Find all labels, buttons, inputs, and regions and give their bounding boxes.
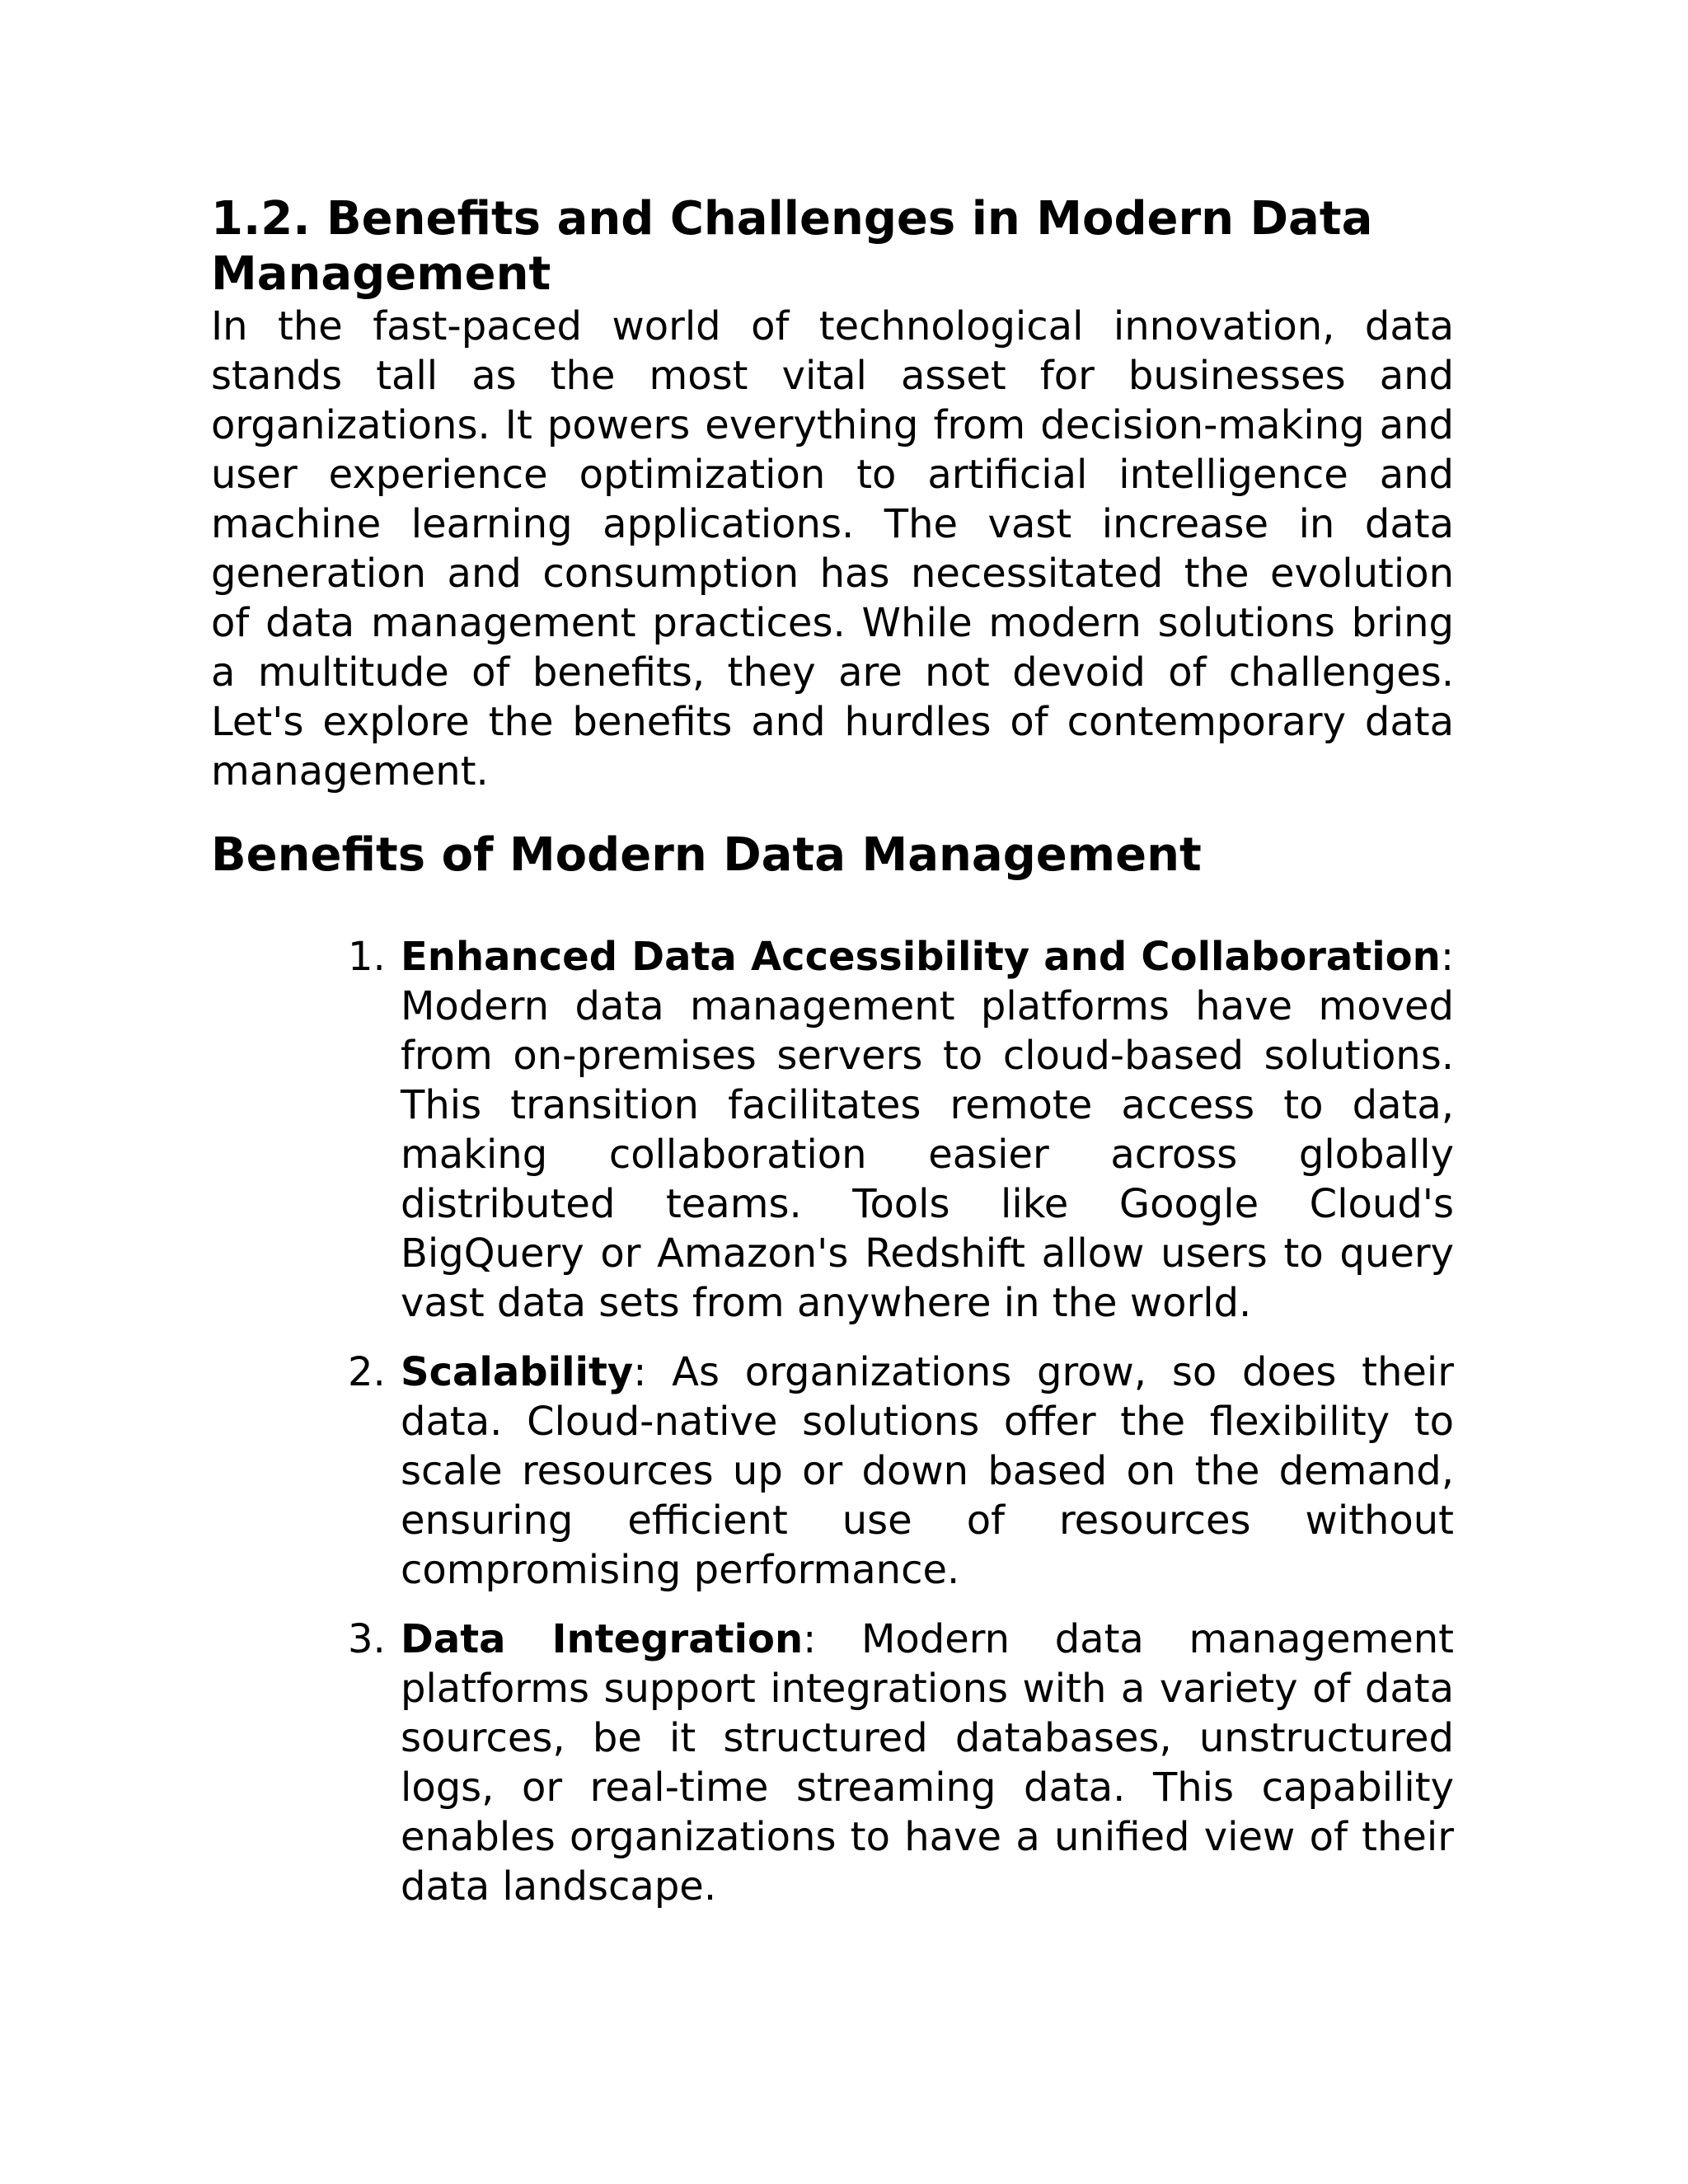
list-item bbox=[211, 1615, 1454, 1911]
list-item-number: 1. bbox=[348, 934, 386, 980]
list-item-term: Scalability bbox=[401, 1349, 634, 1395]
list-item-number: 3. bbox=[348, 1616, 386, 1662]
list-item-term: Data Integration bbox=[401, 1616, 804, 1662]
benefits-heading: Benefits of Modern Data Management bbox=[211, 828, 1202, 882]
list-item-number: 2. bbox=[348, 1349, 386, 1395]
list-item-text: : Modern data management platforms support integrations with a variety of data sources, be it structured databases, unstructured logs, or real-time streaming data. This capability enables organizations to have a unified view of their data landscape. bbox=[401, 1616, 1455, 1910]
list-item bbox=[211, 932, 1454, 1328]
document-page bbox=[211, 191, 1454, 1931]
list-item-text: : As organizations grow, so does their data. Cloud-native solutions offer the flexibility to scale resources up or down based on the demand, ensuring efficient use of resources without compromising performance. bbox=[401, 1349, 1454, 1593]
intro-paragraph: In the fast-paced world of technological innovation, data stands tall as the most vital asset for businesses and organizations. It powers everything from decision-making and user experience optimization to artificial intelligence and machine learning applications. The vast increase in data generation and consumption has necessitated the evolution of data management practices. While modern solutions bring a multitude of benefits, they are not devoid of challenges. Let's explore the benefits and hurdles of contemporary data management. bbox=[211, 303, 1454, 794]
benefits-list bbox=[211, 932, 1454, 1911]
section-title: 1.2. Benefits and Challenges in Modern Data Management bbox=[211, 192, 1373, 301]
list-item-text: : Modern data management platforms have moved from on-premises servers to cloud-based solutions. This transition facilitates remote access to data, making collaboration easier across globally distributed teams. Tools like Google Cloud's BigQuery or Amazon's Redshift allow users to query vast data sets from anywhere in the world. bbox=[401, 934, 1454, 1326]
list-item bbox=[211, 1347, 1454, 1595]
list-item-term: Enhanced Data Accessibility and Collaboration bbox=[401, 934, 1441, 980]
